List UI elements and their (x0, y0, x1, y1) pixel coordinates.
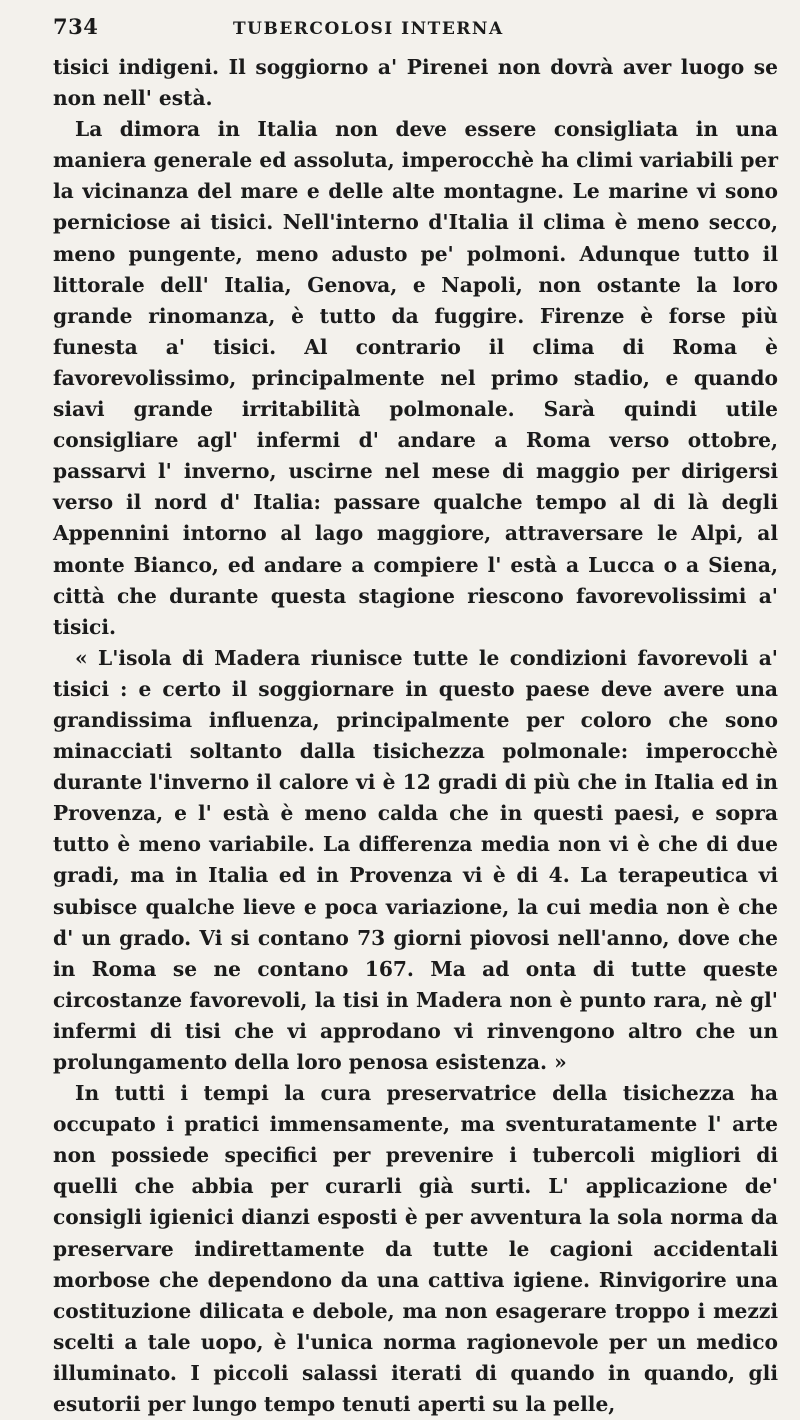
page-header (53, 14, 778, 48)
paragraph-madeira-quote: « L'isola di Madera riunisce tutte le condizioni favorevoli a' tisici : e certo il soggiornare in questo paese deve avere una grandissima influenza, principalmente per coloro che sono minacciati soltanto dalla tisichezza polmonale: imperocchè durante l'inverno il calore vi è 12 gradi di più che in Italia ed in Provenza, e l' està è meno calda che in questi paesi, e sopra tutto è meno variabile. La differenza media non vi è che di due gradi, ma in Italia ed in Provenza vi è di 4. La terapeutica vi subisce qualche lieve e poca variazione, la cui media non è che d' un grado. Vi si contano 73 giorni piovosi nell'anno, dove che in Roma se ne contano 167. Ma ad onta di tutte queste circostanze favorevoli, la tisi in Madera non è punto rara, nè gl' infermi di tisi che vi approdano vi rinvengono altro che un prolungamento della loro penosa esistenza. » (53, 645, 778, 1074)
paragraph-continuation: tisici indigeni. Il soggiorno a' Pirenei non dovrà aver luogo se non nell' està. (53, 55, 778, 111)
body-text (53, 52, 778, 1420)
paragraph-italy-climate: La dimora in Italia non deve essere consigliata in una maniera generale ed assoluta, imperocchè ha climi variabili per la vicinanza del mare e delle alte montagne. Le marine vi sono perniciose ai tisici. Nell'interno d'Italia il clima è meno secco, meno pungente, meno adusto pe' polmoni. Adunque tutto il littorale dell' Italia, Genova, e Napoli, non ostante la loro grande rinomanza, è tutto da fuggire. Firenze è forse più funesta a' tisici. Al contrario il clima di Roma è favorevolissimo, principalmente nel primo stadio, e quando siavi grande irritabilità polmonale. Sarà quindi utile consigliare agl' infermi d' andare a Roma verso ottobre, passarvi l' inverno, uscirne nel mese di maggio per dirigersi verso il nord d' Italia: passare qualche tempo al di là degli Appennini intorno al lago maggiore, attraversare le Alpi, al monte Bianco, ed andare a compiere l' està a Lucca o a Siena, città che durante questa stagione riescono favorevolissimi a' tisici. (53, 117, 778, 639)
running-head: TUBERCOLOSI INTERNA (233, 19, 504, 39)
paragraph-preventive-care: In tutti i tempi la cura preservatrice della tisichezza ha occupato i pratici immensamente, ma sventuratamente l' arte non possiede specifici per prevenire i tubercoli migliori di quelli che abbia per curarli già surti. L' applicazione de' consigli igienici dianzi esposti è per avventura la sola norma da preservare indirettamente da tutte le cagioni accidentali morbose che dependono da una cattiva igiene. Rinvigorire una costituzione dilicata e debole, ma non esagerare troppo i mezzi scelti a tale uopo, è l'unica norma ragionevole per un medico illuminato. I piccoli salassi iterati di quando in quando, gli esutorii per lungo tempo tenuti aperti su la pelle, (53, 1081, 778, 1417)
page-number: 734 (53, 14, 99, 39)
